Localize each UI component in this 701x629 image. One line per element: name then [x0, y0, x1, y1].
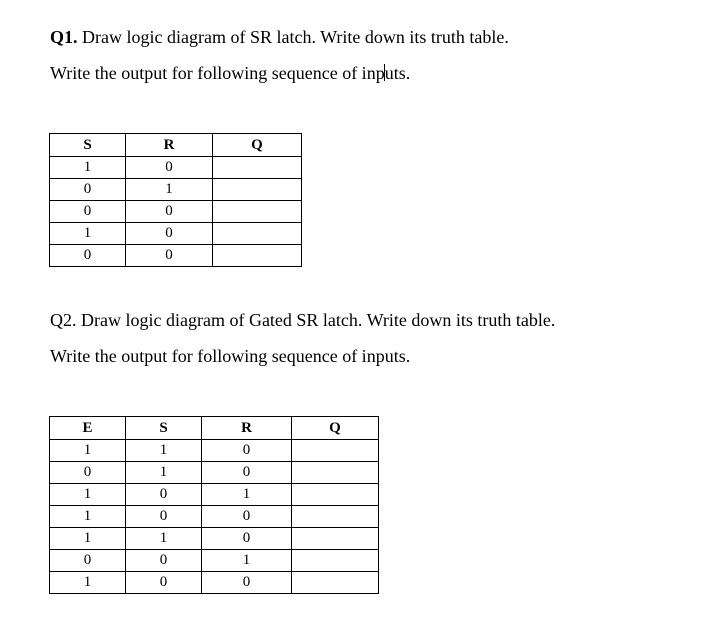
cell-r: 1 [202, 550, 292, 572]
cell-r: 1 [202, 484, 292, 506]
header-s: S [50, 134, 126, 157]
cell-q[interactable] [292, 484, 379, 506]
cell-r: 0 [126, 245, 213, 267]
q2-heading: Q2. Draw logic diagram of Gated SR latch. Write down its truth table. [50, 310, 556, 330]
cell-s: 1 [126, 462, 202, 484]
cell-q[interactable] [213, 245, 302, 267]
cell-s: 0 [126, 572, 202, 594]
cell-q[interactable] [213, 179, 302, 201]
table-row [50, 528, 379, 550]
table-row [50, 440, 379, 462]
table-row [50, 572, 379, 594]
table-row [50, 223, 302, 245]
q2-instruction: Write the output for following sequence of inputs. [50, 346, 411, 366]
table-row [50, 201, 302, 223]
cell-s: 1 [50, 223, 126, 245]
cell-r: 1 [126, 179, 213, 201]
header-s: S [126, 417, 202, 440]
cell-q[interactable] [292, 462, 379, 484]
cell-r: 0 [202, 462, 292, 484]
cell-e: 1 [50, 506, 126, 528]
table-header-row [50, 417, 379, 440]
cell-e: 0 [50, 462, 126, 484]
cell-r: 0 [202, 506, 292, 528]
header-r: R [126, 134, 213, 157]
cell-e: 0 [50, 550, 126, 572]
table-row [50, 245, 302, 267]
cell-s: 0 [126, 550, 202, 572]
table-row [50, 157, 302, 179]
q1-truth-table [49, 133, 302, 267]
cell-s: 1 [126, 440, 202, 462]
q2-truth-table [49, 416, 379, 594]
cell-s: 1 [50, 157, 126, 179]
table-row [50, 550, 379, 572]
cell-s: 0 [126, 484, 202, 506]
q1-instruction-post: uts. [384, 63, 411, 83]
table-row [50, 462, 379, 484]
header-q: Q [213, 134, 302, 157]
table-row [50, 484, 379, 506]
cell-s: 0 [50, 179, 126, 201]
cell-e: 1 [50, 572, 126, 594]
cell-q[interactable] [213, 223, 302, 245]
cell-r: 0 [202, 440, 292, 462]
cell-q[interactable] [292, 506, 379, 528]
cell-r: 0 [202, 528, 292, 550]
cell-e: 1 [50, 484, 126, 506]
table-row [50, 179, 302, 201]
cell-e: 1 [50, 528, 126, 550]
cell-r: 0 [126, 201, 213, 223]
cell-s: 0 [126, 506, 202, 528]
header-r: R [202, 417, 292, 440]
q1-instruction [50, 62, 410, 84]
cell-q[interactable] [292, 572, 379, 594]
cell-r: 0 [126, 223, 213, 245]
q1-instruction-pre: Write the output for following sequence of inp [50, 63, 385, 83]
cell-q[interactable] [292, 550, 379, 572]
cell-s: 0 [50, 201, 126, 223]
cell-q[interactable] [292, 528, 379, 550]
cell-r: 0 [126, 157, 213, 179]
q1-number: Q1. [50, 27, 78, 47]
table-header-row [50, 134, 302, 157]
cell-r: 0 [202, 572, 292, 594]
cell-q[interactable] [292, 440, 379, 462]
cell-s: 0 [50, 245, 126, 267]
cell-q[interactable] [213, 157, 302, 179]
header-q: Q [292, 417, 379, 440]
q1-title: Draw logic diagram of SR latch. Write down its truth table. [82, 27, 509, 47]
q1-heading [50, 26, 509, 48]
cell-e: 1 [50, 440, 126, 462]
header-e: E [50, 417, 126, 440]
cell-s: 1 [126, 528, 202, 550]
cell-q[interactable] [213, 201, 302, 223]
table-row [50, 506, 379, 528]
